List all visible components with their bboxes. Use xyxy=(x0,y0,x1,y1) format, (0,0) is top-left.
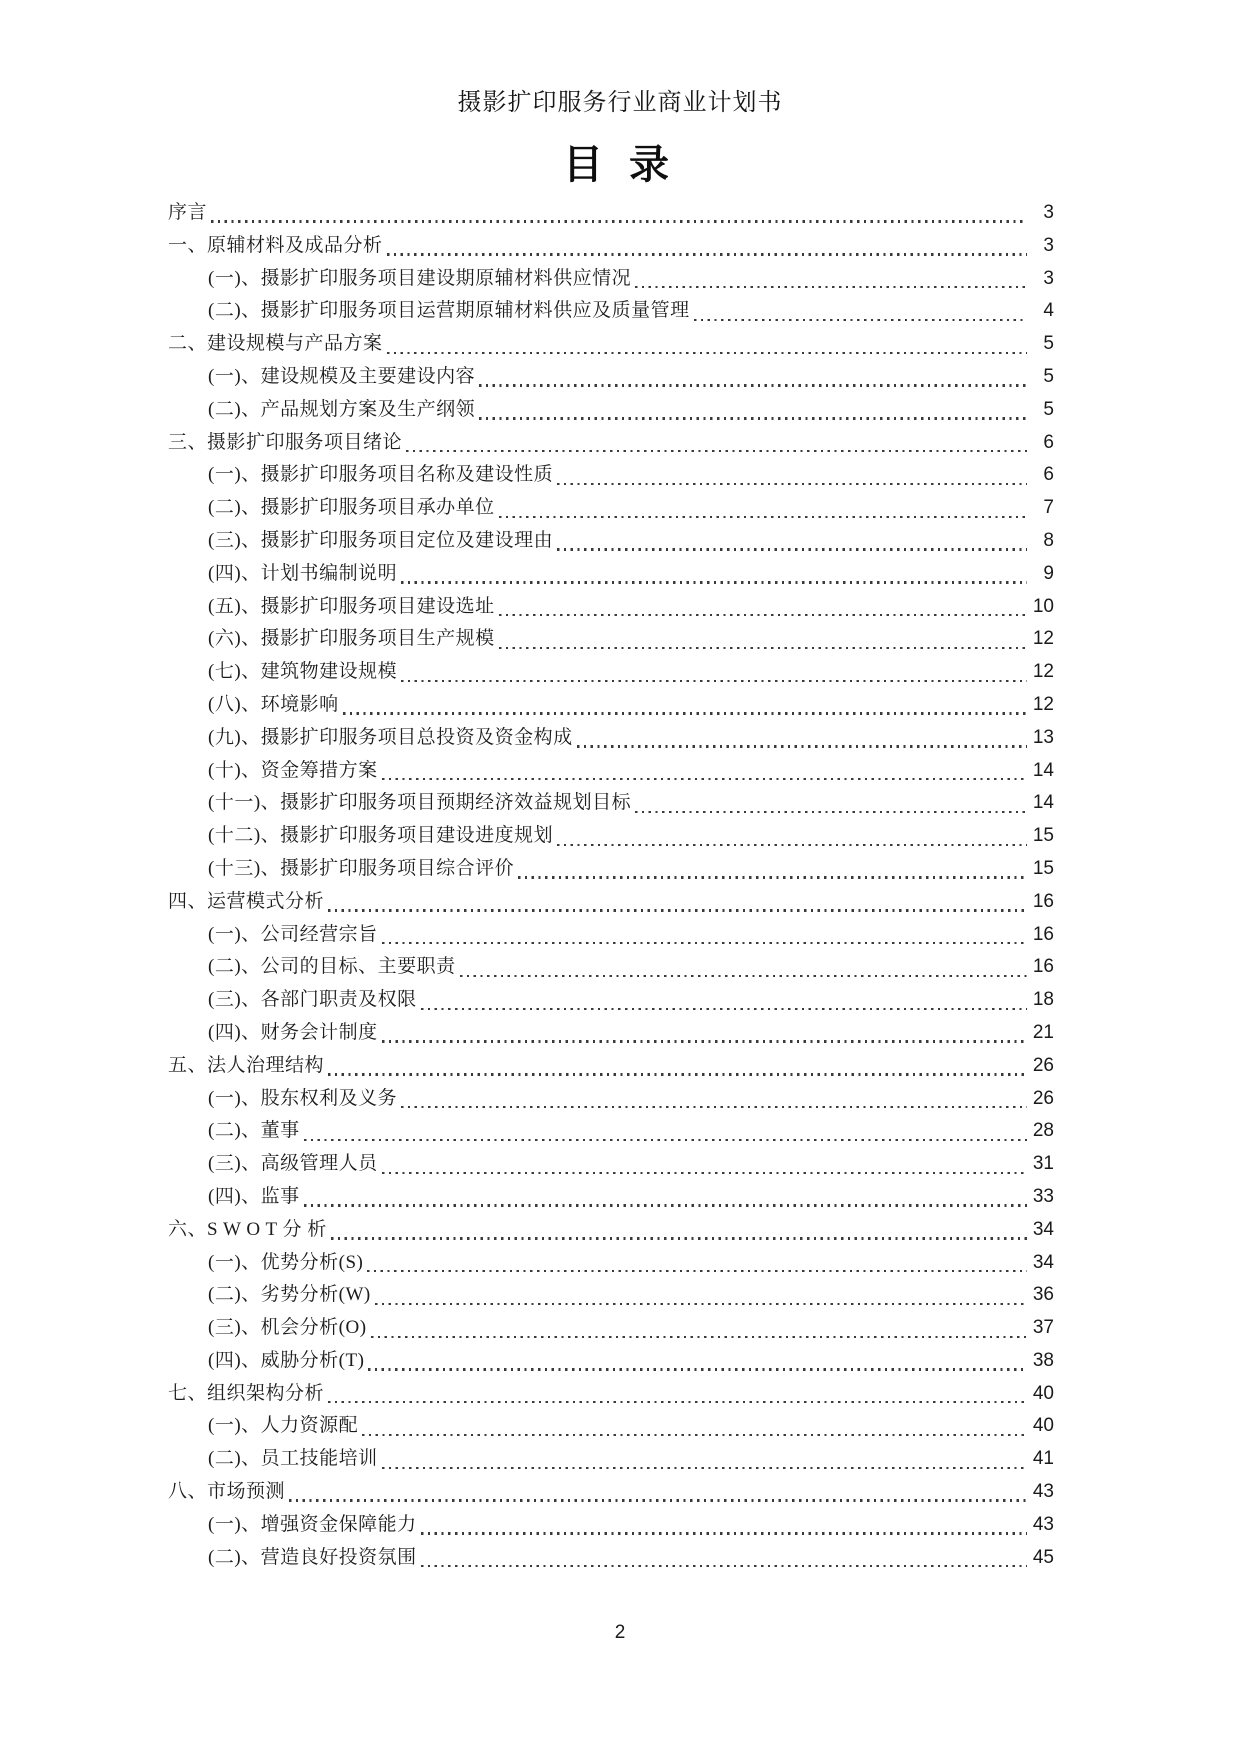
toc-entry[interactable] xyxy=(168,1247,1054,1280)
document-header-title: 摄影扩印服务行业商业计划书 xyxy=(457,90,783,116)
toc-entry-page: 6 xyxy=(1043,431,1054,453)
toc-entry-page: 43 xyxy=(1032,1481,1054,1503)
dot-leader xyxy=(460,975,1027,977)
toc-entry-label: (二)、摄影扩印服务项目承办单位 xyxy=(208,497,495,519)
toc-entry[interactable] xyxy=(168,1378,1054,1411)
dot-leader xyxy=(479,417,1027,419)
toc-entry-label: (七)、建筑物建设规模 xyxy=(208,661,398,683)
toc-entry-label: (二)、董事 xyxy=(208,1120,300,1142)
dot-leader xyxy=(479,384,1027,386)
toc-entry-label: (二)、产品规划方案及生产纲领 xyxy=(208,398,476,420)
toc-entry-page: 5 xyxy=(1043,398,1054,420)
toc-entry-page: 12 xyxy=(1032,628,1054,650)
toc-entry-page: 41 xyxy=(1032,1448,1054,1470)
dot-leader xyxy=(557,548,1027,550)
toc-entry-label: (二)、摄影扩印服务项目运营期原辅材料供应及质量管理 xyxy=(208,300,690,322)
toc-entry[interactable] xyxy=(168,951,1054,984)
toc-entry[interactable] xyxy=(168,1509,1054,1542)
toc-entry-page: 37 xyxy=(1032,1317,1054,1339)
toc-entry-label: (一)、摄影扩印服务项目建设期原辅材料供应情况 xyxy=(208,267,632,289)
toc-entry-label: (一)、优势分析(S) xyxy=(208,1251,364,1273)
dot-leader xyxy=(382,942,1027,944)
toc-entry-page: 34 xyxy=(1032,1251,1054,1273)
toc-entry-page: 36 xyxy=(1032,1284,1054,1306)
dot-leader xyxy=(375,1303,1027,1305)
dot-leader xyxy=(577,745,1027,747)
dot-leader xyxy=(499,614,1027,616)
toc-entry[interactable] xyxy=(168,328,1054,361)
toc-title: 目 录 xyxy=(563,142,677,187)
toc-entry-label: (二)、劣势分析(W) xyxy=(208,1284,371,1306)
dot-leader xyxy=(635,811,1027,813)
toc-entry-label: (九)、摄影扩印服务项目总投资及资金构成 xyxy=(208,726,573,748)
toc-entry-page: 3 xyxy=(1043,234,1054,256)
toc-entry-page: 15 xyxy=(1032,825,1054,847)
dot-leader xyxy=(328,909,1027,911)
dot-leader xyxy=(371,1336,1027,1338)
toc-entry-label: (一)、增强资金保障能力 xyxy=(208,1513,417,1535)
toc-entry[interactable] xyxy=(168,689,1054,722)
toc-entry-label: (三)、机会分析(O) xyxy=(208,1317,367,1339)
toc-entry-label: (二)、公司的目标、主要职责 xyxy=(208,956,456,978)
toc-entry-label: (五)、摄影扩印服务项目建设选址 xyxy=(208,595,495,617)
dot-leader xyxy=(387,253,1027,255)
toc-entry-label: (一)、公司经营宗旨 xyxy=(208,923,378,945)
toc-entry[interactable] xyxy=(168,722,1054,755)
toc-entry-label: 五、法人治理结构 xyxy=(168,1054,325,1076)
toc-entry-page: 6 xyxy=(1043,464,1054,486)
toc-entry-page: 10 xyxy=(1032,595,1054,617)
toc-entry-label: 七、组织架构分析 xyxy=(168,1382,325,1404)
toc-entry-label: (一)、股东权利及义务 xyxy=(208,1087,398,1109)
dot-leader xyxy=(328,1401,1027,1403)
dot-leader xyxy=(557,483,1027,485)
toc-entry[interactable] xyxy=(168,361,1054,394)
toc-entry-label: (十)、资金筹措方案 xyxy=(208,759,378,781)
toc-entry[interactable] xyxy=(168,1279,1054,1312)
toc-entry-page: 15 xyxy=(1032,857,1054,879)
toc-entry-label: (一)、摄影扩印服务项目名称及建设性质 xyxy=(208,464,554,486)
toc-entry-label: (二)、营造良好投资氛围 xyxy=(208,1546,417,1568)
toc-entry[interactable] xyxy=(168,459,1054,492)
toc-entry[interactable] xyxy=(168,591,1054,624)
toc-entry-page: 45 xyxy=(1032,1546,1054,1568)
toc-entry[interactable] xyxy=(168,1017,1054,1050)
toc-list xyxy=(168,197,1054,1574)
toc-entry-page: 21 xyxy=(1032,1021,1054,1043)
dot-leader xyxy=(557,844,1027,846)
dot-leader xyxy=(343,712,1027,714)
toc-entry-label: (十二)、摄影扩印服务项目建设进度规划 xyxy=(208,825,554,847)
dot-leader xyxy=(382,778,1027,780)
toc-entry-label: 一、原辅材料及成品分析 xyxy=(168,234,383,256)
toc-entry[interactable] xyxy=(168,919,1054,952)
toc-entry-label: (一)、人力资源配 xyxy=(208,1415,359,1437)
toc-entry[interactable] xyxy=(168,230,1054,263)
dot-leader xyxy=(382,1040,1027,1042)
toc-entry-page: 14 xyxy=(1032,759,1054,781)
toc-entry-label: (十三)、摄影扩印服务项目综合评价 xyxy=(208,857,515,879)
dot-leader xyxy=(362,1434,1027,1436)
toc-entry-label: 四、运营模式分析 xyxy=(168,890,325,912)
toc-entry-label: (三)、各部门职责及权限 xyxy=(208,989,417,1011)
toc-entry-label: (四)、威胁分析(T) xyxy=(208,1349,365,1371)
dot-leader xyxy=(382,1172,1027,1174)
toc-entry[interactable] xyxy=(168,886,1054,919)
toc-entry-page: 43 xyxy=(1032,1513,1054,1535)
toc-entry-label: 六、S W O T 分 析 xyxy=(168,1218,327,1240)
toc-entry[interactable] xyxy=(168,1345,1054,1378)
toc-entry-label: (二)、员工技能培训 xyxy=(208,1448,378,1470)
toc-entry[interactable] xyxy=(168,1050,1054,1083)
toc-entry-page: 9 xyxy=(1043,562,1054,584)
toc-entry[interactable] xyxy=(168,1542,1054,1575)
dot-leader xyxy=(211,220,1027,222)
toc-entry[interactable] xyxy=(168,295,1054,328)
toc-entry[interactable] xyxy=(168,1214,1054,1247)
toc-entry[interactable] xyxy=(168,1181,1054,1214)
toc-entry-page: 16 xyxy=(1032,956,1054,978)
toc-entry-page: 40 xyxy=(1032,1382,1054,1404)
toc-entry-page: 4 xyxy=(1043,300,1054,322)
dot-leader xyxy=(635,286,1027,288)
dot-leader xyxy=(304,1139,1027,1141)
dot-leader xyxy=(421,1008,1027,1010)
toc-entry-page: 18 xyxy=(1032,989,1054,1011)
toc-entry[interactable] xyxy=(168,1443,1054,1476)
toc-entry[interactable] xyxy=(168,787,1054,820)
toc-entry-label: (一)、建设规模及主要建设内容 xyxy=(208,365,476,387)
toc-entry-page: 13 xyxy=(1032,726,1054,748)
dot-leader xyxy=(331,1237,1027,1239)
toc-entry-page: 34 xyxy=(1032,1218,1054,1240)
dot-leader xyxy=(367,1270,1027,1272)
dot-leader xyxy=(387,352,1027,354)
toc-entry[interactable] xyxy=(168,525,1054,558)
toc-entry[interactable] xyxy=(168,820,1054,853)
page-number: 2 xyxy=(614,1622,626,1643)
toc-entry-label: 八、市场预测 xyxy=(168,1481,286,1503)
dot-leader xyxy=(499,516,1027,518)
toc-entry-label: (六)、摄影扩印服务项目生产规模 xyxy=(208,628,495,650)
toc-entry-page: 14 xyxy=(1032,792,1054,814)
toc-entry-page: 31 xyxy=(1032,1153,1054,1175)
toc-entry-label: (十一)、摄影扩印服务项目预期经济效益规划目标 xyxy=(208,792,632,814)
toc-entry-page: 8 xyxy=(1043,529,1054,551)
dot-leader xyxy=(401,680,1027,682)
toc-entry[interactable] xyxy=(168,427,1054,460)
toc-entry-label: 二、建设规模与产品方案 xyxy=(168,333,383,355)
toc-entry-page: 12 xyxy=(1032,661,1054,683)
toc-entry-label: (四)、计划书编制说明 xyxy=(208,562,398,584)
toc-entry-page: 16 xyxy=(1032,890,1054,912)
dot-leader xyxy=(368,1368,1027,1370)
toc-entry[interactable] xyxy=(168,984,1054,1017)
toc-entry[interactable] xyxy=(168,1115,1054,1148)
toc-entry[interactable] xyxy=(168,558,1054,591)
toc-entry-label: (四)、监事 xyxy=(208,1185,300,1207)
toc-entry[interactable] xyxy=(168,263,1054,296)
toc-entry-page: 38 xyxy=(1032,1349,1054,1371)
toc-entry[interactable] xyxy=(168,1148,1054,1181)
toc-entry-page: 3 xyxy=(1043,202,1054,223)
dot-leader xyxy=(328,1073,1027,1075)
toc-entry-page: 33 xyxy=(1032,1185,1054,1207)
toc-entry-page: 40 xyxy=(1032,1415,1054,1437)
dot-leader xyxy=(421,1532,1027,1534)
toc-entry[interactable] xyxy=(168,1312,1054,1345)
toc-entry-label: 序言 xyxy=(168,202,208,223)
toc-entry-page: 7 xyxy=(1043,497,1054,519)
toc-entry[interactable] xyxy=(168,492,1054,525)
toc-entry[interactable] xyxy=(168,853,1054,886)
toc-entry-page: 5 xyxy=(1043,333,1054,355)
toc-entry[interactable] xyxy=(168,1410,1054,1443)
toc-entry-label: (四)、财务会计制度 xyxy=(208,1021,378,1043)
toc-entry-page: 3 xyxy=(1043,267,1054,289)
toc-entry[interactable] xyxy=(168,623,1054,656)
dot-leader xyxy=(382,1467,1027,1469)
toc-entry-page: 26 xyxy=(1032,1054,1054,1076)
dot-leader xyxy=(421,1565,1027,1567)
toc-entry-page: 16 xyxy=(1032,923,1054,945)
toc-entry-label: 三、摄影扩印服务项目绪论 xyxy=(168,431,403,453)
dot-leader xyxy=(304,1204,1027,1206)
dot-leader xyxy=(406,450,1027,452)
toc-entry-page: 12 xyxy=(1032,693,1054,715)
toc-entry[interactable] xyxy=(168,656,1054,689)
toc-entry[interactable] xyxy=(168,394,1054,427)
toc-entry[interactable] xyxy=(168,755,1054,788)
dot-leader xyxy=(694,319,1027,321)
toc-entry-label: (三)、摄影扩印服务项目定位及建设理由 xyxy=(208,529,554,551)
toc-entry-page: 5 xyxy=(1043,365,1054,387)
dot-leader xyxy=(499,647,1027,649)
toc-entry-label: (八)、环境影响 xyxy=(208,693,339,715)
dot-leader xyxy=(518,876,1027,878)
toc-entry-page: 26 xyxy=(1032,1087,1054,1109)
toc-entry-label: (三)、高级管理人员 xyxy=(208,1153,378,1175)
dot-leader xyxy=(401,581,1027,583)
toc-entry[interactable] xyxy=(168,197,1054,230)
toc-entry-page: 28 xyxy=(1032,1120,1054,1142)
dot-leader xyxy=(401,1106,1027,1108)
dot-leader xyxy=(289,1499,1027,1501)
toc-entry[interactable] xyxy=(168,1476,1054,1509)
toc-entry[interactable] xyxy=(168,1083,1054,1116)
